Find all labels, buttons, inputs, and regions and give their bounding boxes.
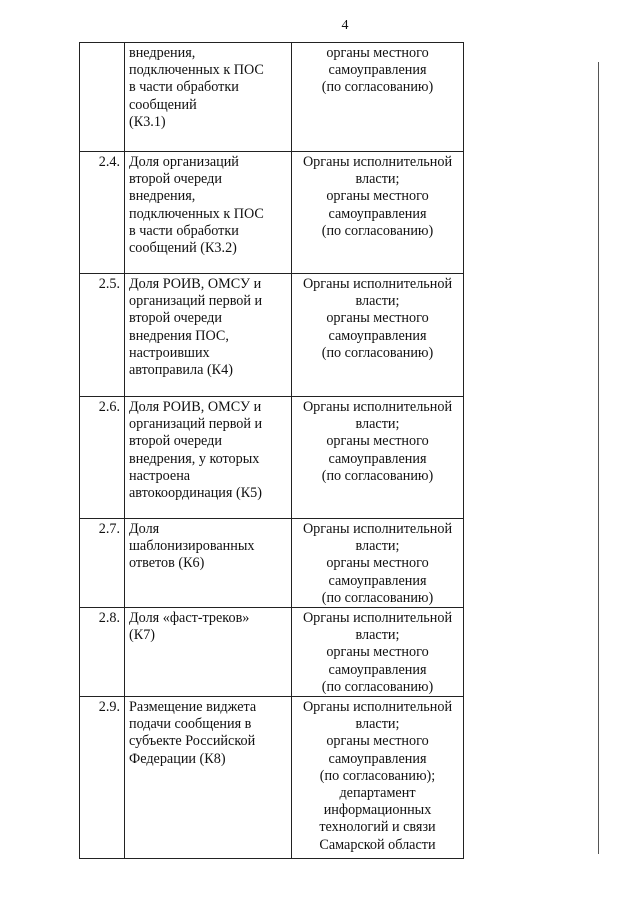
indicator-name-line: подачи сообщения в (129, 716, 252, 733)
table-row (80, 152, 464, 274)
responsible-line: самоуправления (328, 572, 427, 589)
row-number-cell: 2.8. (80, 608, 125, 697)
responsible-line: Самарской области (319, 836, 436, 853)
table-row (80, 519, 464, 608)
row-number-cell: 2.9. (80, 697, 125, 859)
responsible-cell (292, 43, 464, 152)
indicator-name-line: Доля РОИВ, ОМСУ и (129, 399, 262, 415)
responsible-line: органы местного (326, 733, 429, 750)
responsible-line: самоуправления (328, 62, 427, 79)
indicator-name-line: Федерации (К8) (129, 750, 226, 767)
row-number-cell (80, 43, 125, 152)
indicator-name-line: второй очереди (129, 171, 222, 188)
row-number-cell: 2.5. (80, 274, 125, 397)
responsible-line: Органы исполнительной (302, 276, 453, 292)
indicator-name-line: автоправила (К4) (129, 362, 233, 379)
row-number-cell: 2.7. (80, 519, 125, 608)
responsible-line: органы местного (326, 433, 429, 450)
responsible-line: самоуправления (328, 450, 427, 467)
responsible-line: (по согласованию); (319, 767, 436, 784)
responsible-line: технологий и связи (319, 819, 436, 836)
responsible-cell (292, 608, 464, 697)
responsible-cell (292, 519, 464, 608)
indicator-name-cell (125, 697, 292, 859)
responsible-cell (292, 152, 464, 274)
table-row (80, 697, 464, 859)
indicator-name-line: организаций первой и (129, 416, 263, 433)
indicator-name-line: субъекте Российской (129, 733, 256, 750)
indicator-name-line: подключенных к ПОС (129, 62, 264, 79)
responsible-line: (по согласованию) (321, 79, 434, 96)
responsible-line: (по согласованию) (321, 222, 434, 239)
responsible-line: органы местного (326, 644, 429, 661)
responsible-line: Органы исполнительной (302, 699, 453, 716)
indicator-name-line: Доля (129, 521, 160, 537)
responsible-line: департамент (339, 785, 416, 802)
responsible-line: самоуправления (328, 327, 427, 344)
indicator-name-line: Доля РОИВ, ОМСУ и (129, 276, 262, 292)
indicator-name-line: организаций первой и (129, 293, 263, 310)
indicator-name-cell (125, 519, 292, 608)
indicator-name-line: настроена (129, 467, 191, 484)
indicator-name-cell (125, 43, 292, 152)
indicator-name-line: Доля «фаст-треков» (129, 610, 250, 627)
responsible-line: информационных (323, 802, 432, 819)
responsible-line: самоуправления (328, 205, 427, 222)
indicator-name-line: второй очереди (129, 433, 222, 450)
indicator-name-line: второй очереди (129, 310, 222, 327)
responsible-cell (292, 274, 464, 397)
table-row (80, 43, 464, 152)
indicator-name-line: в части обработки (129, 222, 239, 239)
responsible-line: власти; (355, 627, 400, 644)
responsible-line: Органы исполнительной (302, 154, 453, 170)
responsible-line: власти; (355, 416, 400, 433)
responsible-line: органы местного (326, 45, 429, 61)
responsible-line: органы местного (326, 310, 429, 327)
responsible-line: (по согласованию) (321, 589, 434, 606)
indicator-name-line: внедрения, (129, 188, 196, 205)
responsible-line: самоуправления (328, 750, 427, 767)
responsible-line: Органы исполнительной (302, 521, 453, 537)
row-number-cell: 2.6. (80, 397, 125, 519)
responsible-line: органы местного (326, 555, 429, 572)
indicator-name-line: автокоординация (К5) (129, 485, 262, 502)
measures-table (79, 42, 464, 859)
indicator-name-line: внедрения, (129, 45, 196, 61)
responsible-line: (по согласованию) (321, 344, 434, 361)
indicator-name-line: подключенных к ПОС (129, 205, 264, 222)
indicator-name-cell (125, 274, 292, 397)
indicator-name-cell (125, 152, 292, 274)
responsible-cell (292, 397, 464, 519)
indicator-name-line: Доля организаций (129, 154, 239, 170)
table-row (80, 274, 464, 397)
indicator-name-line: Размещение виджета (129, 699, 257, 716)
table-body (80, 43, 464, 859)
indicator-name-line: сообщений (129, 96, 197, 113)
indicator-name-line: внедрения, у которых (129, 450, 260, 467)
responsible-line: власти; (355, 716, 400, 733)
indicator-name-line: ответов (К6) (129, 555, 205, 572)
row-number-cell: 2.4. (80, 152, 125, 274)
indicator-name-line: в части обработки (129, 79, 239, 96)
indicator-name-line: настроивших (129, 344, 210, 361)
responsible-line: власти; (355, 171, 400, 188)
responsible-line: власти; (355, 293, 400, 310)
responsible-line: власти; (355, 538, 400, 555)
responsible-line: (по согласованию) (321, 678, 434, 695)
indicator-name-line: (К3.1) (129, 113, 166, 130)
responsible-line: органы местного (326, 188, 429, 205)
indicator-name-line: (К7) (129, 627, 156, 644)
table-row (80, 608, 464, 697)
table-row (80, 397, 464, 519)
responsible-cell (292, 697, 464, 859)
responsible-line: (по согласованию) (321, 467, 434, 484)
responsible-line: Органы исполнительной (302, 610, 453, 627)
responsible-line: Органы исполнительной (302, 399, 453, 415)
scan-artifact-line (598, 62, 599, 854)
indicator-name-line: внедрения ПОС, (129, 327, 229, 344)
indicator-name-cell (125, 608, 292, 697)
indicator-name-line: сообщений (К3.2) (129, 240, 237, 257)
page-number: 4 (341, 18, 349, 33)
indicator-name-line: шаблонизированных (129, 538, 255, 555)
indicator-name-cell (125, 397, 292, 519)
responsible-line: самоуправления (328, 661, 427, 678)
